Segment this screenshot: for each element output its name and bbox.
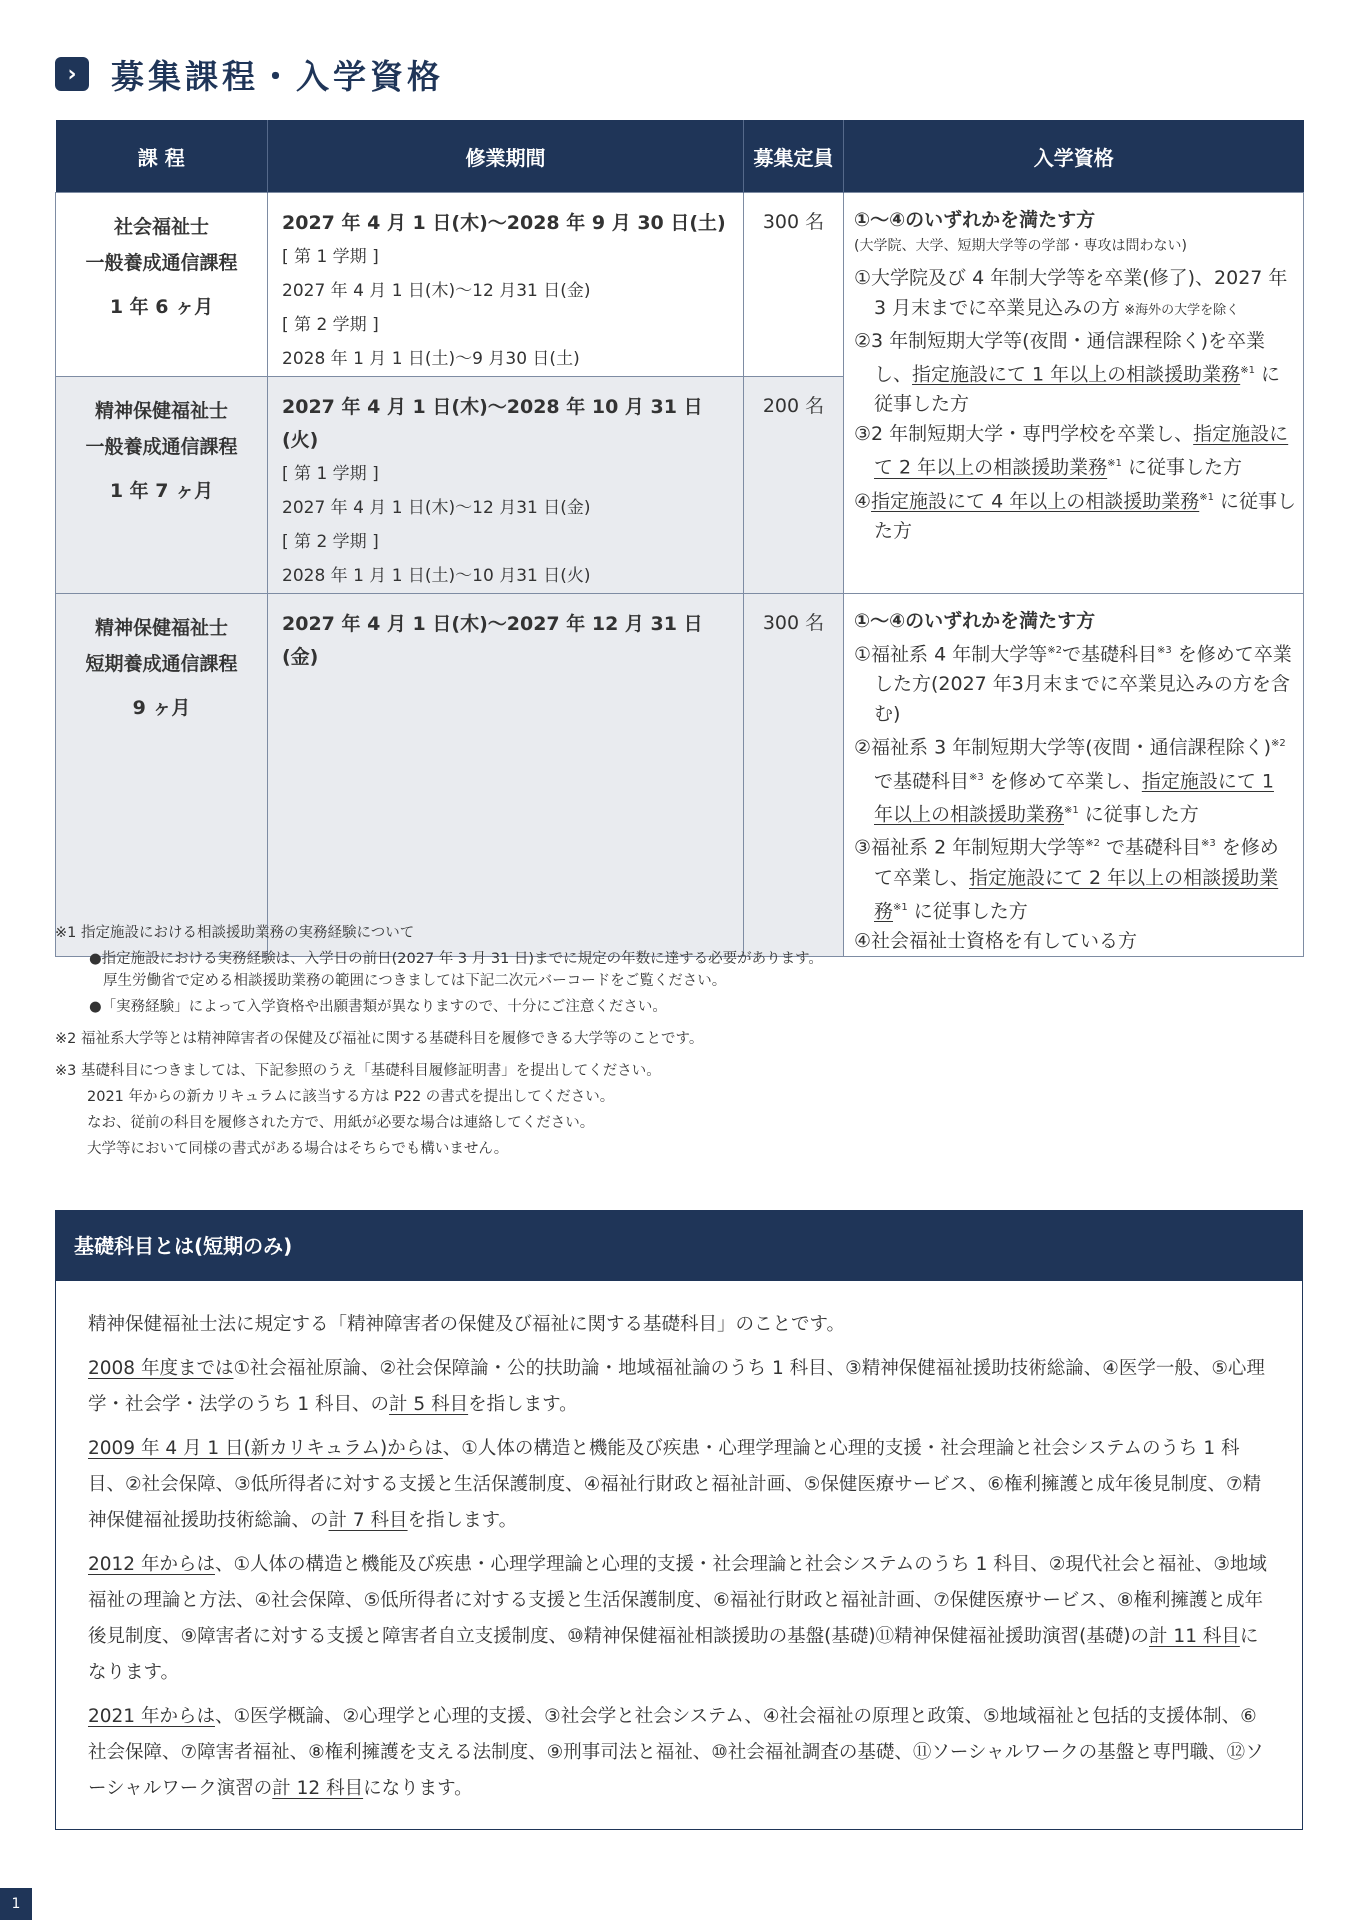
term1-dates: 2027 年 4 月 1 日(木)〜12 月31 日(金) <box>282 281 591 301</box>
qualification-item: ④指定施設にて 4 年以上の相談援助業務$^{※1}$ に従事した方 <box>854 489 1297 542</box>
course-type: 短期養成通信課程 <box>85 653 238 675</box>
period-cell <box>268 193 744 377</box>
footnote-1: ※1 指定施設における相談援助業務の実務経験について <box>55 925 415 941</box>
footnote-1-bullet: ●「実務経験」によって入学資格や出願書類が異なりますので、十分にご注意ください。 <box>89 999 667 1015</box>
table-row <box>56 594 1304 957</box>
footnote-3-text: なお、従前の科目を履修された方で、用紙が必要な場合は連絡してください。 <box>87 1115 595 1131</box>
course-name: 精神保健福祉士 <box>94 400 228 422</box>
header-capacity: 募集定員 <box>744 120 844 193</box>
course-duration: 9 ヶ月 <box>132 697 191 719</box>
qualification-cell <box>844 594 1304 957</box>
qualification-note: (大学院、大学、短期大学等の学部・専攻は問わない) <box>854 238 1187 254</box>
course-type: 一般養成通信課程 <box>85 252 238 274</box>
qualification-item: ④社会福祉士資格を有している方 <box>854 929 1138 952</box>
term2-dates: 2028 年 1 月 1 日(土)〜9 月30 日(土) <box>282 349 580 369</box>
footnote-3-text: 大学等において同様の書式がある場合はそちらでも構いません。 <box>87 1141 509 1157</box>
period-cell <box>268 594 744 957</box>
header-period: 修業期間 <box>268 120 744 193</box>
capacity-cell: 200 名 <box>744 377 844 594</box>
admission-table <box>55 120 1304 957</box>
qualification-item: ②福祉系 3 年制短期大学等(夜間・通信課程除く)$^{※2}$ で基礎科目$^{※3}$ を修めて卒業し、指定施設にて 1 年以上の相談援助業務$^{※1}$ に従事した方 <box>854 736 1286 826</box>
section-header <box>55 52 444 96</box>
term1-dates: 2027 年 4 月 1 日(木)〜12 月31 日(金) <box>282 498 591 518</box>
course-duration: 1 年 7 ヶ月 <box>109 480 214 502</box>
qualification-item: ③福祉系 2 年制短期大学等$^{※2}$ で基礎科目$^{※3}$ を修めて卒業し、指定施設にて 2 年以上の相談援助業務$^{※1}$ に従事した方 <box>854 836 1279 922</box>
qualification-item: ①福祉系 4 年制大学等$^{※2}$で基礎科目$^{※3}$ を修めて卒業した方(2027 年3月末までに卒業見込みの方を含む) <box>854 643 1292 726</box>
course-name: 精神保健福祉士 <box>94 617 228 639</box>
header-course: 課 程 <box>56 120 268 193</box>
basic-paragraph: 2021 年からは、①医学概論、②心理学と心理的支援、③社会学と社会システム、④社会福祉の原理と政策、⑤地域福祉と包括的支援体制、⑥社会保障、⑦障害者福祉、⑧権利擁護を支える法制度、⑨刑事司法と福祉、⑩社会福祉調査の基礎、⑪ソーシャルワークの基盤と専門職、⑫ソーシャルワーク演習の計 12 科目になります。 <box>88 1706 1264 1799</box>
header-qualification: 入学資格 <box>844 120 1304 193</box>
qualification-item: ①大学院及び 4 年制大学等を卒業(修了)、2027 年 3 月末までに卒業見込みの方 ※海外の大学を除く <box>854 267 1288 319</box>
course-type: 一般養成通信課程 <box>85 436 238 458</box>
term2-label: [ 第 2 学期 ] <box>282 532 379 552</box>
capacity-cell: 300 名 <box>744 193 844 377</box>
basic-intro: 精神保健福祉士法に規定する「精神障害者の保健及び福祉に関する基礎科目」のことです。 <box>88 1314 846 1335</box>
term2-label: [ 第 2 学期 ] <box>282 315 379 335</box>
period-main: 2027 年 4 月 1 日(木)〜2027 年 12 月 31 日(金) <box>282 613 703 668</box>
course-name: 社会福祉士 <box>113 216 209 238</box>
period-cell <box>268 377 744 594</box>
course-cell <box>56 193 268 377</box>
term1-label: [ 第 1 学期 ] <box>282 464 379 484</box>
qualification-heading: ①〜④のいずれかを満たす方 <box>854 209 1096 231</box>
term1-label: [ 第 1 学期 ] <box>282 247 379 267</box>
page-number: 1 <box>0 1888 32 1920</box>
chevron-right-icon: › <box>55 57 89 91</box>
period-main: 2027 年 4 月 1 日(木)〜2028 年 9 月 30 日(土) <box>282 212 726 234</box>
course-cell <box>56 594 268 957</box>
footnote-3: ※3 基礎科目につきましては、下記参照のうえ「基礎科目履修証明書」を提出してください。 <box>55 1063 661 1079</box>
capacity-cell: 300 名 <box>744 594 844 957</box>
qualification-heading: ①〜④のいずれかを満たす方 <box>854 610 1096 632</box>
footnote-1-bullet: ●指定施設における実務経験は、入学日の前日(2027 年 3 月 31 日)までに規定の年数に達する必要があります。 <box>89 951 823 967</box>
course-cell <box>56 377 268 594</box>
basic-subjects-body <box>56 1281 1302 1807</box>
footnote-1-text: 厚生労働省で定める相談援助業務の範囲につきましては下記二次元バーコードをご覧ください。 <box>103 973 727 989</box>
basic-subjects-title: 基礎科目とは(短期のみ) <box>56 1211 1302 1281</box>
basic-paragraph: 2008 年度までは①社会福祉原論、②社会保障論・公的扶助論・地域福祉論のうち 1 科目、③精神保健福祉援助技術総論、④医学一般、⑤心理学・社会学・法学のうち 1 科目、の計 5 科目を指します。 <box>88 1358 1265 1415</box>
qualification-item: ②3 年制短期大学等(夜間・通信課程除く)を卒業し、指定施設にて 1 年以上の相談援助業務$^{※1}$ に従事した方 <box>854 330 1280 416</box>
footnotes <box>55 920 1295 1162</box>
qualification-item: ③2 年制短期大学・専門学校を卒業し、指定施設にて 2 年以上の相談援助業務$^{※1}$ に従事した方 <box>854 423 1289 479</box>
basic-subjects-box <box>55 1210 1303 1830</box>
table-header-row <box>56 120 1304 193</box>
footnote-2: ※2 福祉系大学等とは精神障害者の保健及び福祉に関する基礎科目を履修できる大学等のことです。 <box>55 1031 704 1047</box>
course-duration: 1 年 6 ヶ月 <box>109 296 214 318</box>
footnote-3-text: 2021 年からの新カリキュラムに該当する方は P22 の書式を提出してください。 <box>87 1089 615 1105</box>
period-main: 2027 年 4 月 1 日(木)〜2028 年 10 月 31 日(火) <box>282 396 703 451</box>
basic-paragraph: 2009 年 4 月 1 日(新カリキュラム)からは、①人体の構造と機能及び疾患・心理学理論と心理的支援・社会理論と社会システムのうち 1 科目、②社会保障、③低所得者に対する支援と生活保護制度、④福祉行財政と福祉計画、⑤保健医療サービス、⑥権利擁護と成年後見制度、⑦精神保健福祉援助技術総論、の計 7 科目を指します。 <box>88 1438 1262 1531</box>
qualification-cell <box>844 193 1304 594</box>
basic-paragraph: 2012 年からは、①人体の構造と機能及び疾患・心理学理論と心理的支援・社会理論と社会システムのうち 1 科目、②現代社会と福祉、③地域福祉の理論と方法、④社会保障、⑤低所得者に対する支援と生活保護制度、⑥福祉行財政と福祉計画、⑦保健医療サービス、⑧権利擁護と成年後見制度、⑨障害者に対する支援と障害者自立支援制度、⑩精神保健福祉相談援助の基盤(基礎)⑪精神保健福祉援助演習(基礎)の計 11 科目になります。 <box>88 1554 1267 1683</box>
table-row <box>56 193 1304 377</box>
page-title: 募集課程・入学資格 <box>111 56 444 96</box>
term2-dates: 2028 年 1 月 1 日(土)〜10 月31 日(火) <box>282 566 591 586</box>
